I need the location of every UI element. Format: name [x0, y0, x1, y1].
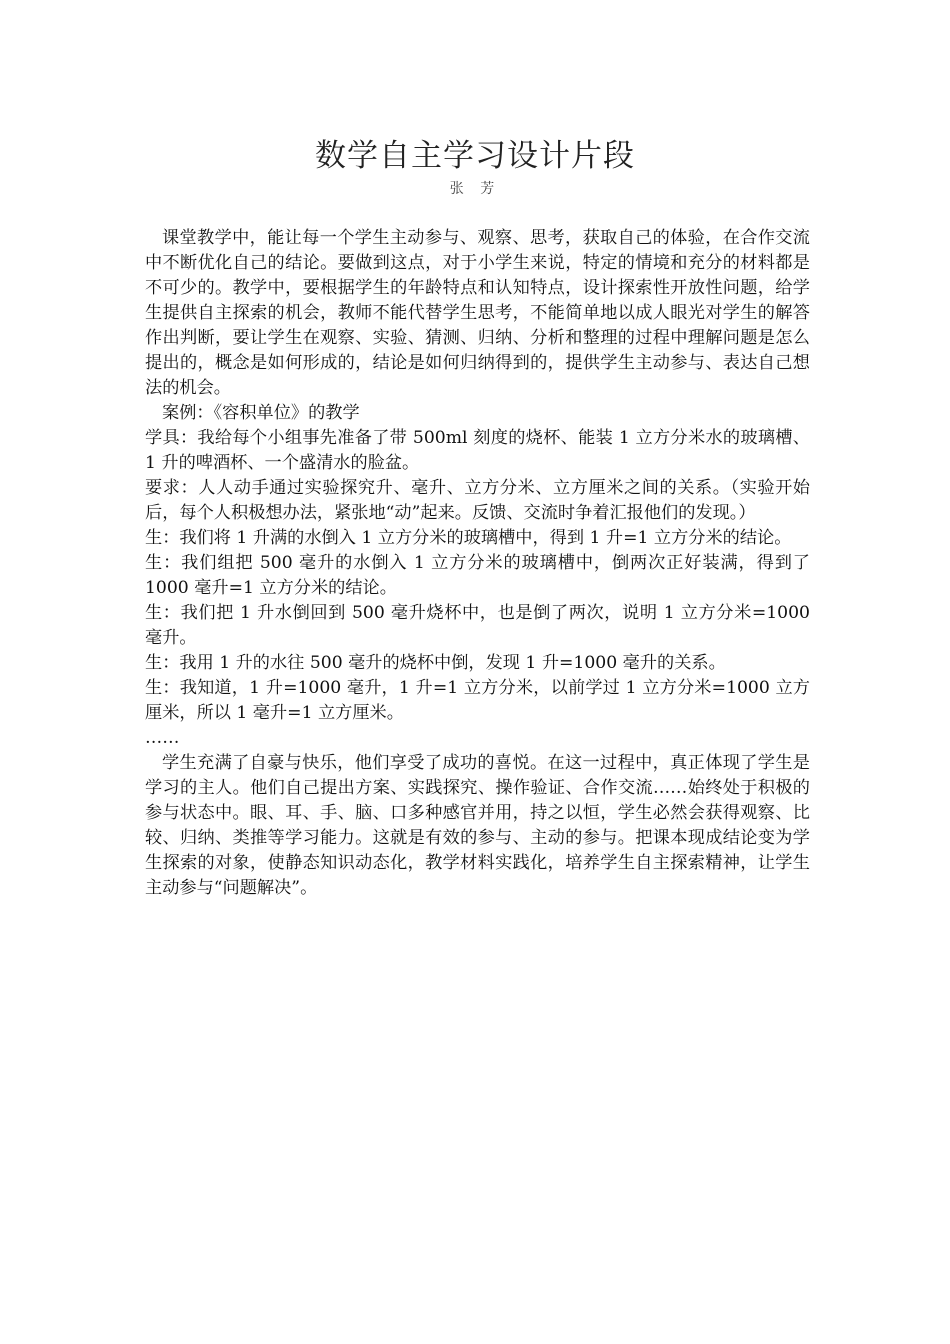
paragraph-student-1: 生：我们将 1 升满的水倒入 1 立方分米的玻璃槽中，得到 1 升=1 立方分米的结论。 — [145, 528, 792, 548]
paragraph-student-4: 生：我用 1 升的水往 500 毫升的烧杯中倒，发现 1 升=1000 毫升的关系。 — [145, 653, 726, 673]
paragraph-student-2: 生：我们组把 500 毫升的水倒入 1 立方分米的玻璃槽中，倒两次正好装满，得到了 1000 毫升=1 立方分米的结论。 — [145, 553, 810, 598]
paragraph-conclusion: 学生充满了自豪与快乐，他们享受了成功的喜悦。在这一过程中，真正体现了学生是学习的主人。他们自己提出方案、实践探究、操作验证、合作交流……始终处于积极的参与状态中。眼、耳、手、脑、口多种感官并用，持之以恒，学生必然会获得观察、比较、归纳、类推等学习能力。这就是有效的参与、主动的参与。把课本现成结论变为学生探索的对象，使静态知识动态化，教学材料实践化，培养学生自主探索精神，让学生主动参与“问题解决”。 — [145, 753, 810, 898]
paragraph-ellipsis: …… — [145, 728, 180, 748]
document-title: 数学自主学习设计片段 — [315, 138, 635, 174]
paragraph-intro: 课堂教学中，能让每一个学生主动参与、观察、思考，获取自己的体验，在合作交流中不断优化自己的结论。要做到这点，对于小学生来说，特定的情境和充分的材料都是不可少的。教学中，要根据学生的年龄特点和认知特点，设计探索性开放性问题，给学生提供自主探索的机会，教师不能代替学生思考，不能简单地以成人眼光对学生的解答作出判断，要让学生在观察、实验、猜测、归纳、分析和整理的过程中理解问题是怎么提出的，概念是如何形成的，结论是如何归纳得到的，提供学生主动参与、表达自己想法的机会。 — [145, 228, 810, 398]
paragraph-case-title: 案例：《容积单位》的教学 — [162, 403, 360, 423]
paragraph-student-5: 生：我知道，1 升=1000 毫升，1 升=1 立方分米，以前学过 1 立方分米=1000 立方厘米，所以 1 毫升=1 立方厘米。 — [145, 678, 810, 723]
document-body — [145, 226, 810, 901]
document-author: 张 芳 — [449, 181, 501, 197]
paragraph-materials: 学具：我给每个小组事先准备了带 500ml 刻度的烧杯、能装 1 立方分米水的玻璃槽、1 升的啤酒杯、一个盛清水的脸盆。 — [145, 428, 810, 473]
paragraph-requirement: 要求：人人动手通过实验探究升、毫升、立方分米、立方厘米之间的关系。（实验开始后，每个人积极想办法，紧张地“动”起来。反馈、交流时争着汇报他们的发现。） — [145, 478, 810, 523]
paragraph-student-3: 生：我们把 1 升水倒回到 500 毫升烧杯中，也是倒了两次，说明 1 立方分米=1000 毫升。 — [145, 603, 810, 648]
